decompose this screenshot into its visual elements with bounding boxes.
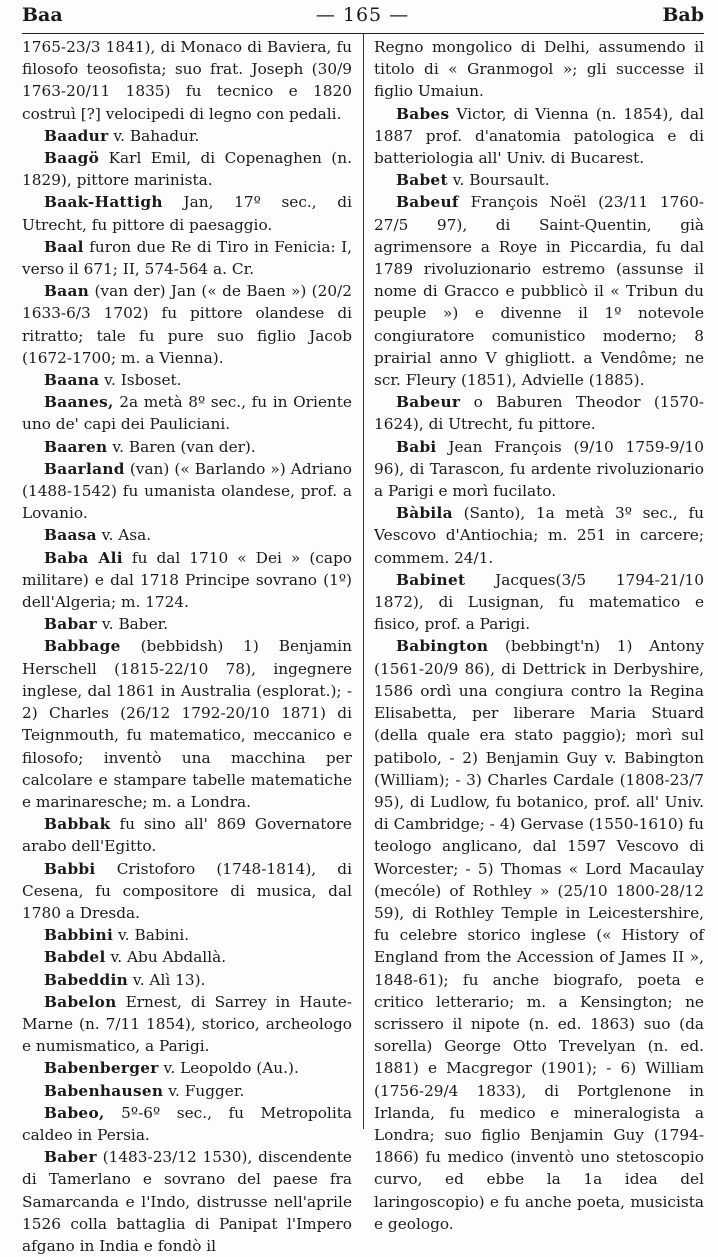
dictionary-entry xyxy=(22,524,352,546)
entry-text: v. Isboset. xyxy=(104,371,182,390)
dictionary-entry xyxy=(374,635,704,1234)
dictionary-entry xyxy=(374,436,704,503)
two-column-body xyxy=(22,34,704,1255)
entry-headword: Baana xyxy=(44,371,100,390)
entry-text: 1765-23/3 1841), di Monaco di Baviera, fu filosofo teosofista; suo frat. Joseph (30/9 1763-20/11 1835) fu tecnico e 1820 costruì [?] velocipedi di legno con pedali. xyxy=(22,38,352,123)
entry-headword: Babbi xyxy=(44,859,96,878)
page-number: — 165 — xyxy=(315,4,410,26)
header-right-guide-word: Bab xyxy=(662,4,704,26)
dictionary-entry xyxy=(22,391,352,435)
entry-text: Regno mongolico di Delhi, assumendo il titolo di « Granmogol »; gli successe il figlio Umaiun. xyxy=(374,38,704,101)
entry-headword: Babelon xyxy=(44,992,117,1011)
entry-headword: Baadur xyxy=(44,126,109,145)
entry-headword: Baber xyxy=(44,1148,97,1167)
dictionary-entry xyxy=(22,191,352,235)
entry-text: v. Baren (van der). xyxy=(112,437,256,456)
dictionary-entry xyxy=(374,502,704,569)
entry-text: v. Babini. xyxy=(117,926,190,945)
entry-headword: Babbini xyxy=(44,926,114,945)
entry-headword: Babbak xyxy=(44,815,111,834)
dictionary-entry xyxy=(22,1057,352,1079)
entry-text: fu dal 1710 « Dei » (capo militare) e dal 1718 Principe sovrano (1º) dell'Algeria; m. 1724. xyxy=(22,548,352,612)
entry-text: Jan, 17º sec., di Utrecht, fu pittore di paesaggio. xyxy=(22,193,352,234)
entry-text: Jean François (9/10 1759-9/10 96), di Tarascon, fu ardente rivoluzionario a Parigi e morì fucilato. xyxy=(374,437,704,501)
entry-headword: Babington xyxy=(396,637,489,656)
dictionary-entry xyxy=(22,991,352,1058)
dictionary-entry xyxy=(22,813,352,857)
entry-headword: Baagö xyxy=(44,149,100,168)
entry-headword: Baan xyxy=(44,282,90,301)
dictionary-entry xyxy=(22,458,352,525)
entry-headword: Babbage xyxy=(44,637,121,656)
entry-text: o Baburen Theodor (1570-1624), di Utrecht, fu pittore. xyxy=(374,393,704,434)
entry-headword: Babdel xyxy=(44,948,106,967)
entry-text: Cristoforo (1748-1814), di Cesena, fu compositore di musica, dal 1780 a Dresda. xyxy=(22,859,352,922)
entry-text: 2a metà 8º sec., fu in Oriente uno de' capi dei Pauliciani. xyxy=(22,393,352,434)
dictionary-entry xyxy=(22,1080,352,1102)
dictionary-entry xyxy=(374,391,704,435)
dictionary-entry xyxy=(22,858,352,925)
dictionary-entry xyxy=(374,36,704,103)
dictionary-entry xyxy=(22,969,352,991)
dictionary-entry xyxy=(374,169,704,191)
entry-headword: Baanes, xyxy=(44,393,114,412)
dictionary-entry xyxy=(22,613,352,635)
dictionary-entry xyxy=(22,924,352,946)
entry-text: (1483-23/12 1530), discendente di Tamerlano e sovrano del paese fra Samarcanda e l'Indo, distrusse nell'aprile 1526 colla battaglia di Panipat l'Impero afgano in India e fondò il xyxy=(22,1148,352,1255)
dictionary-entry xyxy=(22,635,352,813)
right-column xyxy=(364,34,704,1233)
entry-text: Victor, di Vienna (n. 1854), dal 1887 prof. d'anatomia patologica e di batteriologia all' Univ. di Bucarest. xyxy=(374,104,704,168)
dictionary-entry xyxy=(22,1102,352,1146)
entry-text: v. Boursault. xyxy=(452,171,550,190)
dictionary-entry xyxy=(22,369,352,391)
entry-headword: Babinet xyxy=(396,570,466,589)
dictionary-entry xyxy=(374,103,704,170)
entry-headword: Babenhausen xyxy=(44,1081,164,1100)
entry-text: v. Asa. xyxy=(101,526,152,545)
entry-text: François Noël (23/11 1760-27/5 97), di Saint-Quentin, già agrimensore a Roye in Piccardia, fu dal 1789 rivoluzionario estremo (assunse il nome di Gracco e pubblicò il « Tribun du peuple ») e divenne il 1º notevole congiuratore comunistico moderno; 8 prairial anno V ghigliott. a Vendôme; ne scr. Fleury (1851), Advielle (1885). xyxy=(374,193,704,390)
entry-text: v. Bahadur. xyxy=(113,126,200,145)
entry-text: v. Fugger. xyxy=(168,1081,245,1100)
dictionary-entry xyxy=(22,147,352,191)
dictionary-entry xyxy=(374,191,704,391)
dictionary-entry xyxy=(22,125,352,147)
entry-text: v. Baber. xyxy=(101,615,169,634)
dictionary-entry xyxy=(22,436,352,458)
dictionary-entry xyxy=(22,946,352,968)
entry-text: Ernest, di Sarrey in Haute-Marne (n. 7/11 1854), storico, archeologo e numismatico, a Parigi. xyxy=(22,992,352,1056)
entry-text: v. Leopoldo (Au.). xyxy=(163,1059,299,1078)
running-header xyxy=(22,0,704,34)
entry-headword: Babeddin xyxy=(44,970,128,989)
entry-headword: Babeuf xyxy=(396,193,459,212)
entry-text: Karl Emil, di Copenaghen (n. 1829), pittore marinista. xyxy=(22,149,352,190)
entry-text: Jacques(3/5 1794-21/10 1872), di Lusignan, fu matematico e fisico, prof. a Parigi. xyxy=(374,570,704,634)
dictionary-entry xyxy=(374,569,704,636)
entry-text: (van der) Jan (« de Baen ») (20/2 1633-6/3 1702) fu pittore olandese di ritratto; tale fu pure suo figlio Jacob (1672-1700; m. a Vienna). xyxy=(22,282,352,367)
entry-text: (Santo), 1a metà 3º sec., fu Vescovo d'Antiochia; m. 251 in carcere; commem. 24/1. xyxy=(374,504,704,567)
entry-text: furon due Re di Tiro in Fenicia: I, verso il 671; II, 574-564 a. Cr. xyxy=(22,237,352,279)
left-column xyxy=(22,34,364,1255)
entry-headword: Baba Ali xyxy=(44,548,123,567)
entry-headword: Babeo, xyxy=(44,1103,105,1122)
entry-headword: Babes xyxy=(396,104,450,123)
entry-headword: Baal xyxy=(44,237,84,256)
entry-headword: Baarland xyxy=(44,459,125,478)
entry-headword: Baak-Hattigh xyxy=(44,193,163,212)
entry-headword: Bàbila xyxy=(396,504,453,523)
entry-text: v. Alì 13). xyxy=(132,970,206,989)
dictionary-entry xyxy=(22,36,352,125)
entry-headword: Babeur xyxy=(396,393,461,412)
dictionary-entry xyxy=(22,547,352,614)
entry-text: fu sino all' 869 Governatore arabo dell'Egitto. xyxy=(22,815,352,856)
dictionary-entry xyxy=(22,236,352,280)
entry-text: 5º-6º sec., fu Metropolita caldeo in Persia. xyxy=(22,1103,352,1144)
entry-text: (bebbidsh) 1) Benjamin Herschell (1815-22/10 78), ingegnere inglese, dal 1861 in Australia (esplorat.); - 2) Charles (26/12 1792-20/10 1871) di Teignmouth, fu matematico, meccanico e filosofo; inventò una macchina per calcolare e stampare tabelle matematiche e marinaresche; m. a Londra. xyxy=(22,637,352,811)
entry-headword: Babet xyxy=(396,171,448,190)
entry-headword: Baasa xyxy=(44,526,97,545)
dictionary-entry xyxy=(22,1146,352,1257)
entry-headword: Babar xyxy=(44,615,98,634)
entry-text: (van) (« Barlando ») Adriano (1488-1542) fu umanista olandese, prof. a Lovanio. xyxy=(22,459,352,523)
entry-headword: Baaren xyxy=(44,437,108,456)
header-left-guide-word: Baa xyxy=(22,4,63,26)
entry-headword: Babi xyxy=(396,437,437,456)
entry-headword: Babenberger xyxy=(44,1059,159,1078)
dictionary-entry xyxy=(22,280,352,369)
entry-text: v. Abu Abdallà. xyxy=(110,948,227,967)
entry-text: (bebbingt'n) 1) Antony (1561-20/9 86), di Dettrick in Derbyshire, 1586 ordì una congiura contro la Regina Elisabetta, per liberare Maria Stuard (della quale era stato paggio); morì sul patibolo, - 2) Benjamin Guy v. Babington (William); - 3) Charles Cardale (1808-23/7 95), di Ludlow, fu botanico, prof. all' Univ. di Cambridge; - 4) Gervase (1550-1610) fu teologo anglicano, dal 1597 Vescovo di Worcester; - 5) Thomas « Lord Macaulay (mecóle) of Rothley » (25/10 1800-28/12 59), di Rothley Temple in Leicestershire, fu celebre storico inglese (« History of England from the Accession of James II », 1848-61); fu anche biografo, poeta e critico letterario; m. a Kensington; ne scrissero il nipote (n. ed. 1863) suo (da sorella) George Otto Trevelyan (n. ed. 1881) e Macgregor (1901); - 6) William (1756-29/4 1833), di Portglenone in Irlanda, fu medico e mineralogista a Londra; suo figlio Benjamin Guy (1794-1866) fu medico (inventò uno stetoscopio curvo, ed ebbe la 1a idea del laringoscopio) e fu anche poeta, musicista e geologo. xyxy=(374,637,704,1233)
